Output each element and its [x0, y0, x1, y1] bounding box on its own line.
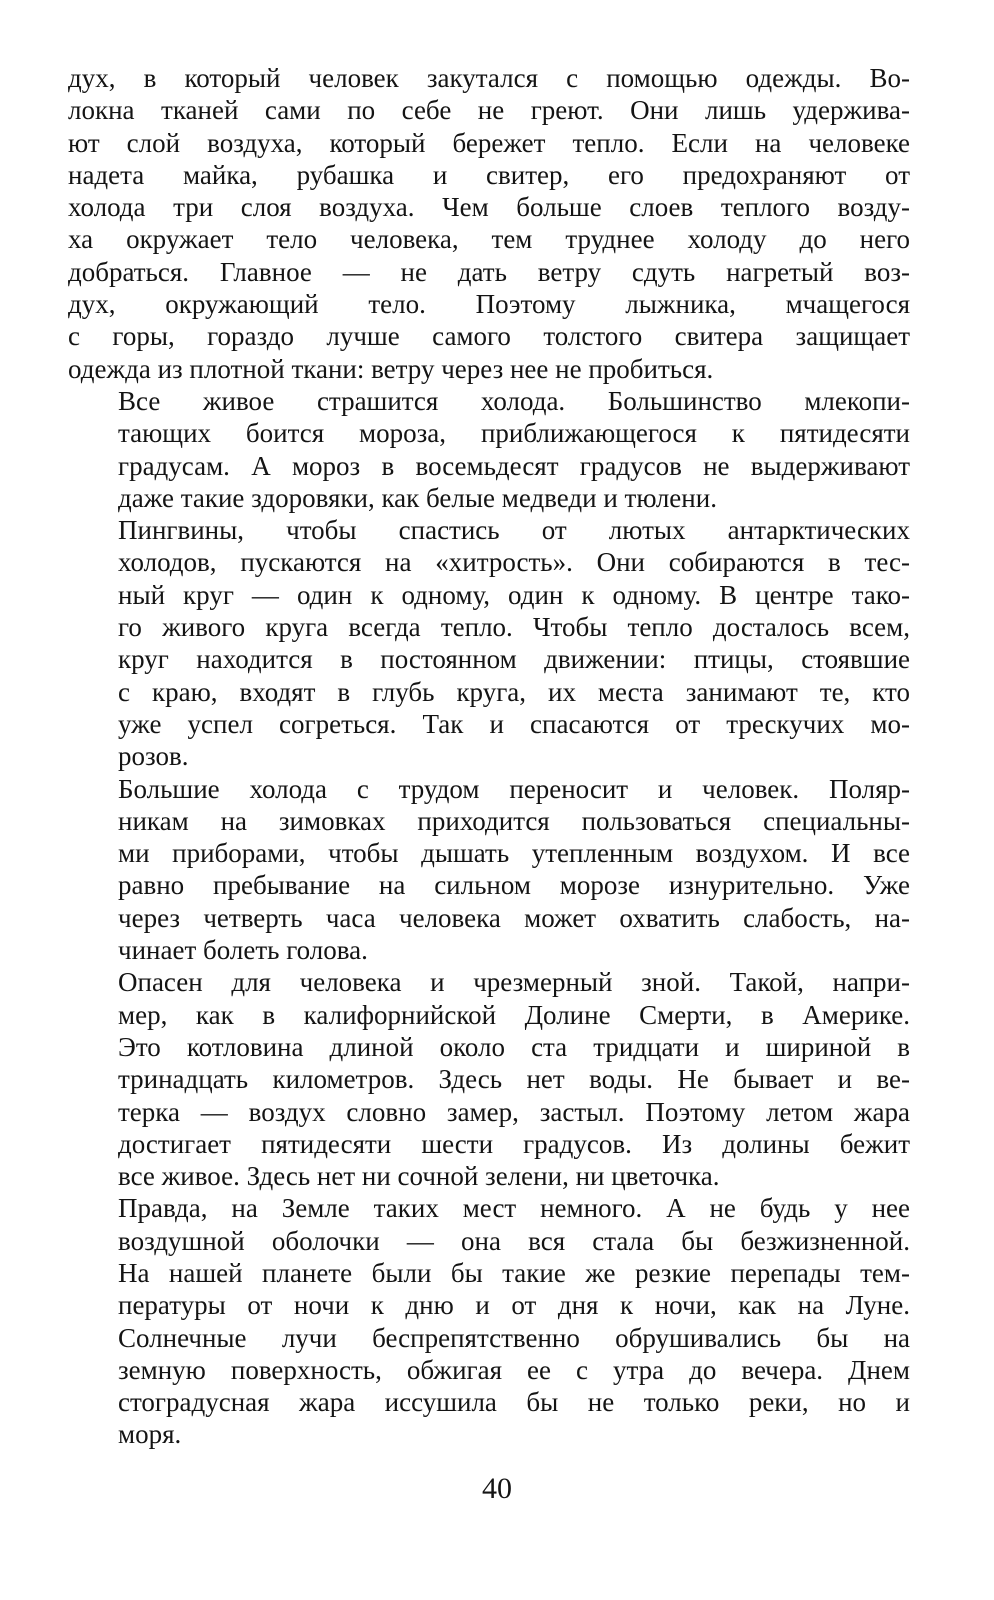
text-line: чинает болеть голова.: [118, 935, 368, 966]
text-line: Это котловина длиной около ста тридцати и шириной в: [118, 1031, 910, 1062]
text-line: Все живое страшится холода. Большинство млекопи-: [118, 385, 910, 416]
text-line: го живого круга всегда тепло. Чтобы тепло досталось всем,: [118, 612, 910, 643]
text-line: пературы от ночи к дню и от дня к ночи, как на Луне.: [118, 1290, 910, 1321]
paragraph-1: [68, 62, 910, 385]
text-line: Опасен для человека и чрезмерный зной. Такой, напри-: [118, 967, 910, 998]
text-line: дух, окружающий тело. Поэтому лыжника, мчащегося: [68, 289, 910, 320]
text-line: ха окружает тело человека, тем труднее холоду до него: [68, 224, 910, 255]
text-line: с горы, гораздо лучше самого толстого свитера защищает: [68, 321, 910, 352]
text-line: земную поверхность, обжигая ее с утра до вечера. Днем: [118, 1354, 910, 1385]
text-line: моря.: [118, 1419, 182, 1450]
text-line: терка — воздух словно замер, застыл. Поэтому летом жара: [118, 1096, 910, 1127]
paragraph-3: [68, 514, 910, 772]
page-body: [68, 62, 910, 1451]
text-line: равно пребывание на сильном морозе изнурительно. Уже: [118, 870, 910, 901]
text-line: воздушной оболочки — она вся стала бы безжизненной.: [118, 1225, 910, 1256]
text-line: градусам. А мороз в восемьдесят градусов не выдерживают: [118, 450, 910, 481]
text-line: розов.: [118, 741, 189, 772]
text-line: круг находится в постоянном движении: птицы, стоявшие: [118, 644, 910, 675]
text-line: холода три слоя воздуха. Чем больше слоев теплого возду-: [68, 192, 910, 223]
text-line: одежда из плотной ткани: ветру через нее не пробиться.: [68, 353, 714, 384]
text-line: ный круг — один к одному, один к одному. В центре тако-: [118, 579, 910, 610]
text-line: ми приборами, чтобы дышать утепленным воздухом. И все: [118, 838, 910, 869]
paragraph-5: [68, 966, 910, 1192]
text-line: Большие холода с трудом переносит и человек. Поляр-: [118, 773, 910, 804]
text-line: локна тканей сами по себе не греют. Они лишь удержива-: [68, 95, 910, 126]
text-line: Пингвины, чтобы спастись от лютых антарктических: [118, 515, 910, 546]
text-line: дух, в который человек закутался с помощью одежды. Во-: [68, 63, 910, 93]
paragraph-6: [68, 1192, 910, 1450]
text-line: тающих боится мороза, приближающегося к пятидесяти: [118, 418, 910, 449]
text-line: мер, как в калифорнийской Долине Смерти, в Америке.: [118, 999, 910, 1030]
paragraph-2: [68, 385, 910, 514]
text-line: ют слой воздуха, который бережет тепло. Если на человеке: [68, 127, 910, 158]
text-line: добраться. Главное — не дать ветру сдуть нагретый воз-: [68, 256, 910, 287]
text-line: никам на зимовках приходится пользоваться специальны-: [118, 805, 910, 836]
text-line: достигает пятидесяти шести градусов. Из долины бежит: [118, 1128, 910, 1159]
text-line: стоградусная жара иссушила бы не только реки, но и: [118, 1387, 910, 1418]
text-line: даже такие здоровяки, как белые медведи и тюлени.: [118, 482, 717, 513]
text-line: холодов, пускаются на «хитрость». Они собираются в тес-: [118, 547, 910, 578]
text-line: Правда, на Земле таких мест немного. А не будь у нее: [118, 1193, 910, 1224]
text-line: На нашей планете были бы такие же резкие перепады тем-: [118, 1257, 910, 1288]
page-number: 40: [482, 1472, 512, 1505]
paragraph-4: [68, 773, 910, 967]
text-line: с краю, входят в глубь круга, их места занимают те, кто: [118, 676, 910, 707]
text-line: Солнечные лучи беспрепятственно обрушивались бы на: [118, 1322, 910, 1353]
text-line: тринадцать километров. Здесь нет воды. Не бывает и ве-: [118, 1064, 910, 1095]
text-line: все живое. Здесь нет ни сочной зелени, ни цветочка.: [118, 1161, 720, 1192]
text-line: через четверть часа человека может охватить слабость, на-: [118, 902, 910, 933]
text-line: уже успел согреться. Так и спасаются от трескучих мо-: [118, 708, 910, 739]
text-line: надета майка, рубашка и свитер, его предохраняют от: [68, 159, 910, 190]
